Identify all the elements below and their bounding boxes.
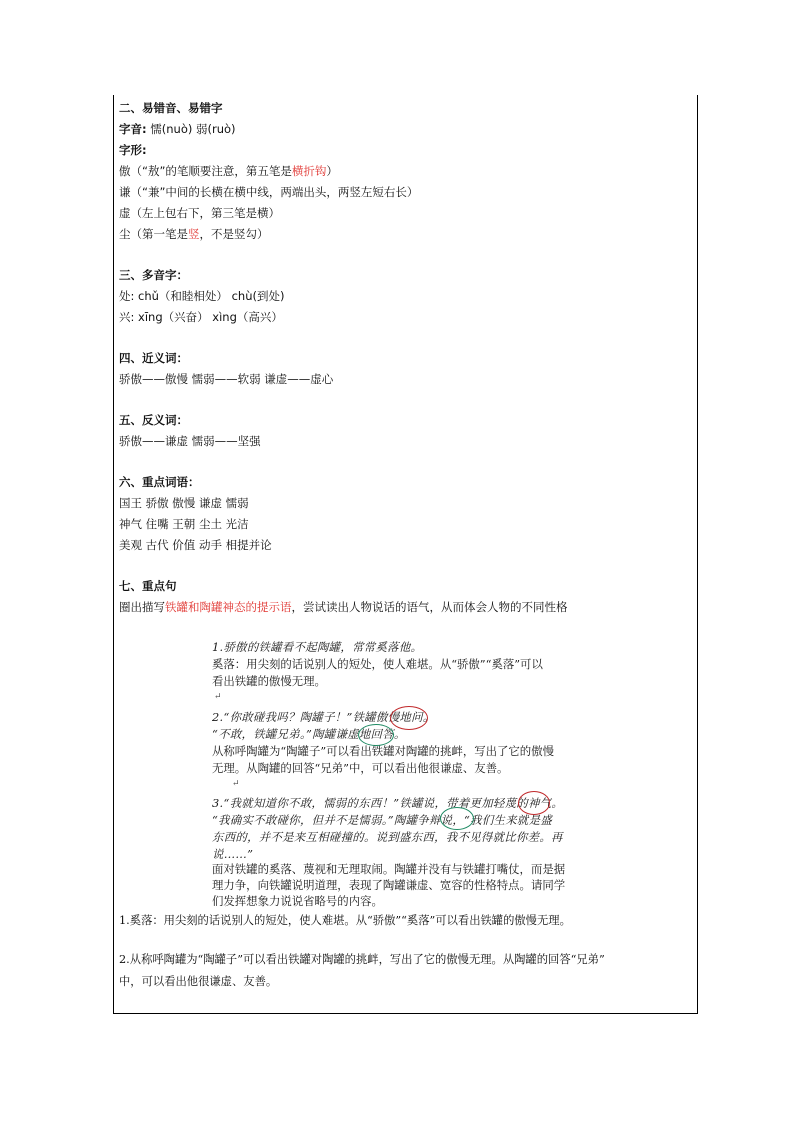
scan-line-4: 2.“你敢碰我吗？陶罐子！”铁罐傲慢地问。 [212,710,435,724]
green-circle-annotation [440,807,474,830]
heading-section-4: 四、近义词： [119,351,188,365]
glyph-note-ao-red: 横折钩 [291,164,327,178]
glyph-note-ao [119,163,338,179]
scan-line-7: 无理。从陶罐的回答“兄弟”中，可以看出他很谦虚、友善。 [212,761,509,775]
key-words-row-2: 神气 住嘴 王朝 尘土 光洁 [119,517,249,531]
scan-line-5: “不敢，铁罐兄弟。”陶罐谦虚地回答。 [212,727,406,741]
polyphone-xing: 兴: xīng（兴奋） xìng（高兴） [119,310,283,324]
answer-2-line-2: 中，可以看出他很谦虚、友善。 [119,975,278,988]
synonyms-line: 骄傲——傲慢 懦弱——软弱 谦虚——虚心 [119,372,334,386]
scan-line-12: 面对铁罐的奚落、蔑视和无理取闹。陶罐并没有与铁罐打嘴仗，而是据 [212,862,566,876]
heading-section-3: 三、多音字： [119,268,188,282]
pronunciation-label: 字音: [119,122,147,136]
glyph-note-ao-post: ） [326,164,338,178]
pronunciation-text: 懦(nuò) 弱(ruò) [146,122,236,136]
polyphone-chu: 处: chǔ（和睦相处） chù(到处) [119,289,285,303]
glyph-note-qian: 谦（“兼”中间的长横在横中线，两端出头，两竖左短右长） [119,185,419,199]
scan-line-14: 们发挥想象力说说省略号的内容。 [212,894,383,908]
heading-section-5: 五、反义词： [119,413,188,427]
glyph-note-xu: 虚（左上包右下，第三笔是横） [119,206,280,220]
scan-line-10: 东西的，并不是来互相碰撞的。说到盛东西，我不见得就比你差。再 [212,830,563,844]
heading-section-7: 七、重点句 [119,579,177,593]
heading-section-2: 二、易错音、易错字 [119,101,223,115]
scan-mark: ↵ [214,692,222,702]
green-circle-annotation [358,724,394,746]
red-circle-annotation [390,706,428,730]
red-circle-annotation [518,791,550,815]
antonyms-line: 骄傲——谦虚 懦弱——坚强 [119,434,261,448]
glyph-note-chen [119,226,269,242]
key-words-row-1: 国王 骄傲 傲慢 谦虚 懦弱 [119,496,249,510]
glyph-note-chen-red: 竖 [188,227,200,241]
scan-mark: ↵ [232,779,240,789]
instruction-post: ，尝试读出人物说话的语气，从而体会人物的不同性格 [291,600,568,614]
instruction-red: 铁罐和陶罐神态的提示语 [165,600,292,614]
scan-line-3: 看出铁罐的傲慢无理。 [212,674,326,688]
scanned-notes-image [212,640,588,910]
glyph-note-chen-pre: 尘（第一笔是 [119,227,188,241]
instruction-pre: 圈出描写 [119,600,165,614]
scan-line-11: 说……” [212,847,254,861]
answer-1: 1.奚落：用尖刻的话说别人的短处，使人难堪。从“骄傲”“奚落”可以看出铁罐的傲慢无理。 [119,914,571,927]
scan-line-9: “我确实不敢碰你，但并不是懦弱。”陶罐争辩说，“我们生来就是盛 [212,813,553,827]
scan-line-6: 从称呼陶罐为“陶罐子”可以看出铁罐对陶罐的挑衅，写出了它的傲慢 [212,744,554,758]
glyph-note-chen-post: ，不是竖勾） [199,227,269,241]
heading-section-6: 六、重点词语： [119,475,200,489]
scan-line-13: 理力争，向铁罐说明道理，表现了陶罐谦虚、宽容的性格特点。请同学 [212,878,566,892]
instruction-line [119,599,568,615]
scan-line-8: 3.“我就知道你不敢，懦弱的东西！”铁罐说，带着更加轻蔑的神气。 [212,796,564,810]
glyph-shape-heading: 字形: [119,143,147,157]
pronunciation-line [119,121,236,137]
scan-line-2: 奚落：用尖刻的话说别人的短处，使人难堪。从“骄傲”“奚落”可以 [212,657,543,671]
scan-line-1: 1.骄傲的铁罐看不起陶罐，常常奚落他。 [212,640,423,654]
answer-2-line-1: 2.从称呼陶罐为“陶罐子”可以看出铁罐对陶罐的挑衅，写出了它的傲慢无理。从陶罐的回答“兄弟” [119,953,605,966]
glyph-note-ao-pre: 傲（“敖”的笔顺要注意，第五笔是 [119,164,292,178]
key-words-row-3: 美观 古代 价值 动手 相提并论 [119,538,272,552]
